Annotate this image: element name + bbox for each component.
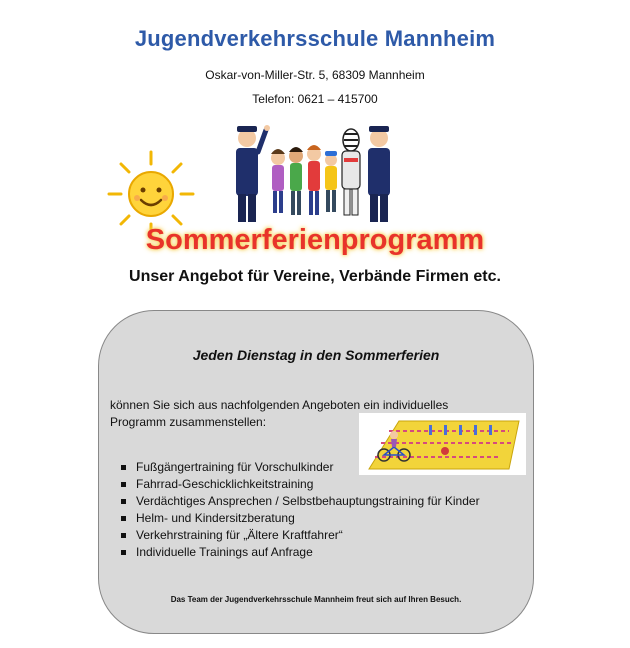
offer-subtitle: Unser Angebot für Vereine, Verbände Firmen etc. [129, 268, 501, 285]
list-item: Individuelle Trainings auf Anfrage [121, 544, 480, 561]
info-card [98, 310, 534, 634]
bullet-icon [121, 482, 126, 487]
footer-note: Das Team der Jugendverkehrsschule Mannheim freut sich auf Ihren Besuch. [170, 595, 462, 604]
card-heading: Jeden Dienstag in den Sommerferien [192, 347, 440, 363]
list-item: Fahrrad-Geschicklichkeitstraining [121, 476, 480, 493]
program-title: Sommerferienprogramm [145, 224, 485, 256]
phone-line: Telefon: 0621 – 415700 [252, 92, 378, 106]
list-item: Helm- und Kindersitzberatung [121, 510, 480, 527]
address-line: Oskar-von-Miller-Str. 5, 68309 Mannheim [205, 68, 425, 82]
bullet-icon [121, 533, 126, 538]
bullet-icon [121, 499, 126, 504]
intro-text: können Sie sich aus nachfolgenden Angeboten ein individuelles Programm zusammenstellen: [110, 398, 449, 429]
bullet-icon [121, 465, 126, 470]
bullet-icon [121, 550, 126, 555]
list-item: Verkehrstraining für „Ältere Kraftfahrer“ [121, 527, 480, 544]
list-item: Fußgängertraining für Vorschulkinder [121, 459, 480, 476]
list-item: Verdächtiges Ansprechen / Selbstbehauptungstraining für Kinder [121, 493, 480, 510]
page-title: Jugendverkehrsschule Mannheim [134, 26, 496, 51]
police-and-children-illustration [230, 118, 400, 228]
offer-list [121, 459, 480, 561]
bullet-icon [121, 516, 126, 521]
